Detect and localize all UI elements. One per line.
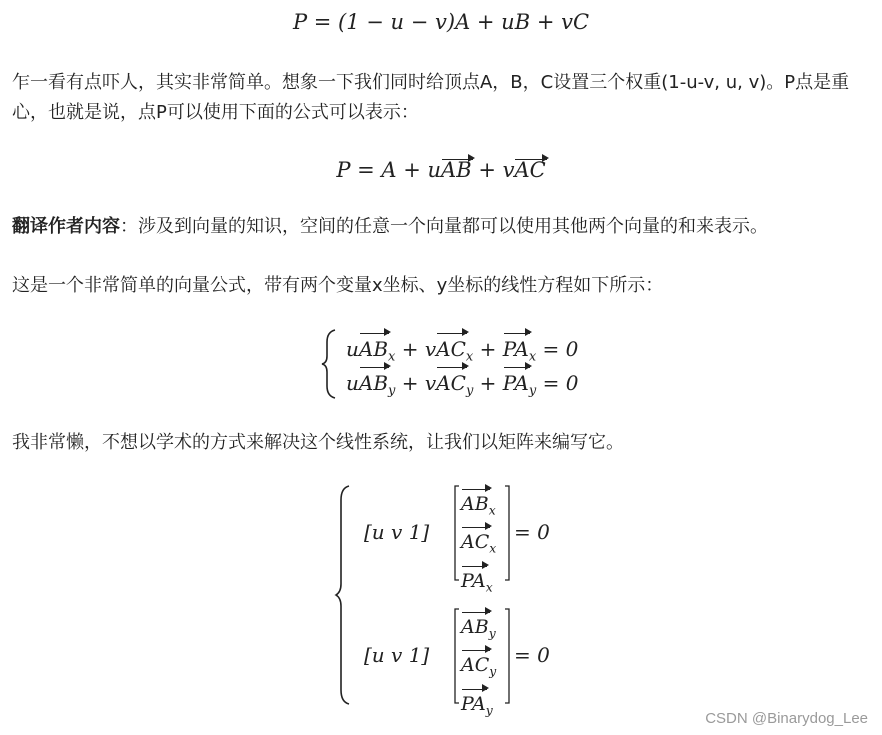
sub-x: x	[465, 349, 474, 365]
col-entry-ac-y	[461, 649, 496, 687]
vector-ac: AC	[514, 158, 546, 182]
sub-x: x	[485, 579, 493, 594]
col-entry-ab-y	[461, 611, 496, 649]
vec-ac-y: AC	[436, 366, 466, 400]
equals-zero: = 0	[536, 337, 579, 361]
sub-x: x	[489, 541, 497, 556]
vec-pa-y: PA	[503, 366, 529, 400]
vector-formula	[0, 158, 882, 182]
vec-ab: AB	[461, 611, 489, 643]
translator-note	[12, 212, 870, 242]
sub-y: y	[388, 383, 396, 399]
coef-v: v	[424, 371, 437, 395]
vec-ac-x: AC	[436, 332, 466, 366]
plus-sign: +	[473, 371, 503, 395]
system-brace	[320, 328, 340, 400]
equals-zero: = 0	[536, 371, 579, 395]
column-vector-y	[461, 611, 496, 726]
sub-y: y	[488, 626, 496, 641]
matrix-brace	[334, 484, 354, 706]
plus-sign: +	[395, 337, 425, 361]
vec-ac: AC	[461, 649, 489, 681]
paragraph-linear: 这是一个非常简单的向量公式，带有两个变量x坐标、y坐标的线性方程如下所示：	[12, 275, 664, 296]
row-vector-x: [u v 1]	[364, 520, 430, 544]
coef-v: v	[424, 337, 437, 361]
sub-x: x	[528, 349, 537, 365]
vec-pa: PA	[461, 565, 486, 597]
sub-y: y	[465, 383, 474, 399]
column-vector-x	[461, 488, 496, 603]
translator-note-body: ：涉及到向量的知识，空间的任意一个向量都可以使用其他两个向量的和来表示。	[120, 216, 768, 237]
paragraph-matrix: 我非常懒，不想以学术的方式来解决这个线性系统，让我们以矩阵来编写它。	[12, 432, 624, 453]
vec-ac: AC	[461, 526, 489, 558]
coef-u: u	[346, 371, 359, 395]
col-entry-ac-x	[461, 526, 496, 564]
equation-y	[346, 366, 578, 409]
paragraph-intro: 乍一看有点吓人，其实非常简单。想象一下我们同时给顶点A，B，C设置三个权重(1-u-v, u, v)。P点是重心，也就是说，点P可以使用下面的公式可以表示：	[12, 72, 850, 123]
sub-y: y	[528, 383, 537, 399]
vec-ab-x: AB	[359, 332, 388, 366]
sub-x: x	[488, 503, 496, 518]
vector-ab: AB	[441, 158, 472, 182]
vec-pa-x: PA	[503, 332, 529, 366]
barycentric-formula: P = (1 − u − v)A + uB + vC	[292, 10, 590, 34]
vec-ab-y: AB	[359, 366, 388, 400]
vector-formula-v: + v	[471, 158, 515, 182]
csdn-watermark: CSDN @Binarydog_Lee	[705, 710, 868, 727]
sub-y: y	[489, 664, 497, 679]
row-vector-y: [u v 1]	[364, 643, 430, 667]
col-entry-pa-x	[461, 565, 496, 603]
col-entry-ab-x	[461, 488, 496, 526]
plus-sign: +	[395, 371, 425, 395]
sub-x: x	[388, 349, 396, 365]
plus-sign: +	[473, 337, 503, 361]
matrix-x-equals: = 0	[514, 520, 550, 544]
vec-ab: AB	[461, 488, 489, 520]
col-entry-pa-y	[461, 688, 496, 726]
translator-note-label: 翻译作者内容	[12, 216, 120, 237]
sub-y: y	[485, 702, 493, 717]
vector-formula-prefix: P = A + u	[336, 158, 442, 182]
matrix-y-equals: = 0	[514, 643, 550, 667]
vec-pa: PA	[461, 688, 486, 720]
coef-u: u	[346, 337, 359, 361]
